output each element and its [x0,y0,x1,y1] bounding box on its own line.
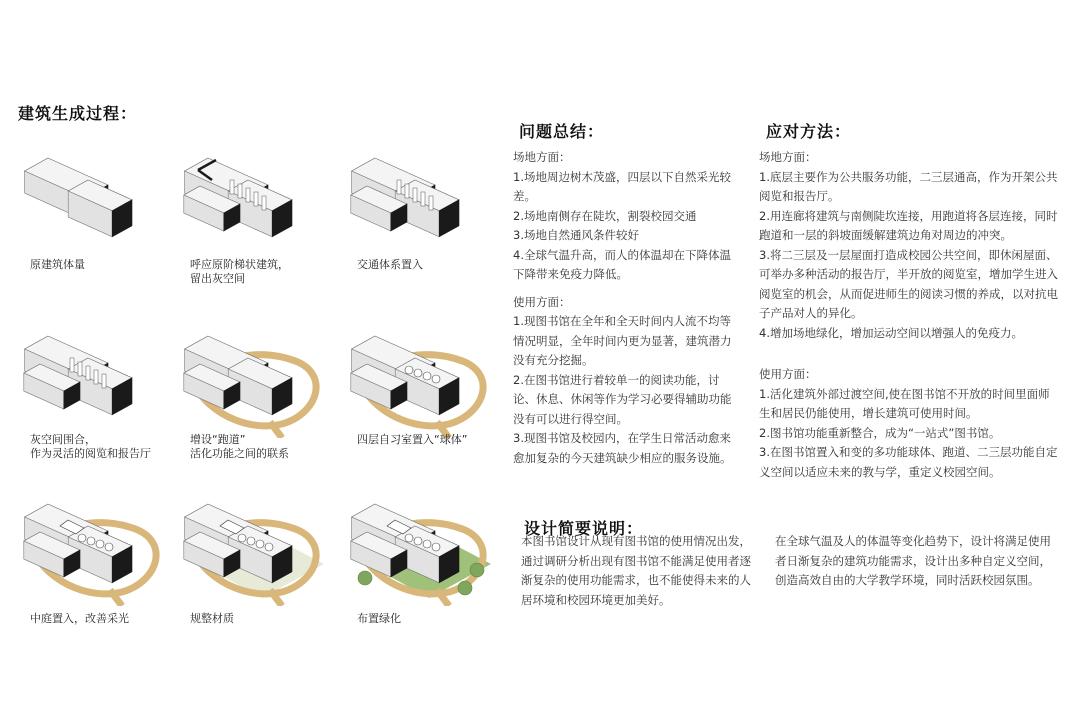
step-diagram-material [178,486,328,606]
stair-slot [254,192,258,206]
study-sphere [432,375,440,383]
methods-use-heading: 使用方面： [759,367,817,381]
step-diagram-base [18,140,168,260]
problems-use-item: 3.现图书馆及校园内，在学生日常活动愈来愈加复杂的今天建筑缺少相应的服务设施。 [513,431,732,465]
design-col1-text: 本图书馆设计从现有图书馆的使用情况出发，通过调研分析出现有图书馆不能满足使用者逐渐复杂的使用功能需求，也不能使得未来的人居环境和校园环境更加美好。 [521,534,751,607]
stair-slot [421,192,425,206]
study-sphere [414,369,422,377]
study-sphere [405,534,413,542]
step-caption-line: 原建筑体量 [30,258,85,271]
problems-site-item: 3.场地自然通风条件较好 [513,228,639,242]
step-diagram-enclose [18,318,168,438]
step-caption-line: 作为灵活的阅览和报告厅 [30,447,151,460]
methods-text [759,148,1061,482]
tree-icon [358,571,372,585]
step-caption [357,258,423,272]
study-sphere [96,540,104,548]
problems-site-item: 2.场地南侧存在陡坎，割裂校园交通 [513,208,697,223]
tree-icon [458,581,472,595]
stair-slot [238,184,242,198]
tree-icon [470,563,484,577]
study-sphere [432,543,440,551]
study-sphere [238,534,246,542]
step-caption [190,612,234,626]
step-caption-line: 呼应原阶梯状建筑， [190,258,289,271]
step-diagram-track [178,318,328,438]
step-caption-line: 中庭置入，改善采光 [30,612,129,625]
section-title-generation: 建筑生成过程： [18,104,138,123]
step-diagram-atrium [18,486,168,606]
study-sphere [405,366,413,374]
methods-site-item: 4.增加场地绿化，增加运动空间以增强人的免疫力。 [759,325,1023,340]
methods-site-item: 2.用连廊将建筑与南侧陡坎连接，用跑道将各层连接，同时跑道和一层的斜坡面缓解建筑边角对周边的冲突。 [759,208,1058,242]
study-sphere [423,540,431,548]
problems-title: 问题总结： [519,122,605,141]
step-caption-line: 规整材质 [190,612,234,625]
step-caption-line: 留出灰空间 [190,272,245,285]
problems-text [513,148,735,468]
problems-use-item: 2.在图书馆进行着较单一的阅读功能，讨论、休息、休闲等作为学习必要得辅助功能没有可以进行得空间。 [513,372,732,426]
step-caption-line: 四层自习室置入“球体” [357,433,468,446]
methods-site-item: 3.将二三层及一层屋面打造成校园公共空间，即休闲屋面、可举办多种活动的报告厅，半开放的阅览室，增加学生进入阅览室的机会，从而促进师生的阅读习惯的养成，以对抗电子产品对人的异化。 [759,247,1058,320]
step-caption [357,612,401,626]
study-sphere [87,537,95,545]
step-diagram-sphere [345,318,495,438]
stair-slot [397,180,401,194]
design-col1 [521,532,761,610]
problems-site-item: 4.全球气温升高，而人的体温却在下降体温下降带来免疫力降低。 [513,247,731,281]
methods-site-item: 1.底层主要作为公共服务功能，二三层通高，作为开架公共阅览和报告厅。 [759,169,1058,203]
stair-slot [230,180,234,194]
problems-site-heading: 场地方面： [513,150,571,164]
step-caption [30,433,151,461]
design-col2-text: 在全球气温及人的体温等变化趋势下，设计将满足使用者日渐复杂的建筑功能需求，设计出多种自定义空间，创造高效自由的大学教学环境，同时活跃校园氛围。 [775,534,1051,587]
methods-site-heading: 场地方面： [759,150,817,164]
step-caption-line: 交通体系置入 [357,258,423,271]
step-caption [190,433,289,461]
step-diagram-traffic [345,140,495,260]
methods-use-item: 3.在图书馆置入和变的多功能球体、跑道、二三层功能自定义空间以适应未来的教与学，重定义校园空间。 [759,445,1058,479]
step-caption [30,258,85,272]
step-caption [190,258,289,286]
step-caption-line: 活化功能之间的联系 [190,447,289,460]
study-sphere [414,537,422,545]
design-title: 设计简要说明： [524,519,644,538]
methods-title: 应对方法： [766,122,852,141]
stair-slot [102,374,106,388]
design-col2 [775,532,1057,591]
step-diagram-stair [178,140,328,260]
stair-slot [70,358,74,372]
stair-slot [78,362,82,376]
stair-slot [413,188,417,202]
problems-use-item: 1.现图书馆在全年和全天时间内人流不均等情况明显，全年时间内更为显著，建筑潜力没有充分挖掘。 [513,314,732,367]
stair-slot [405,184,409,198]
stair-slot [429,196,433,210]
stair-slot [246,188,250,202]
step-caption-line: 灰空间围合， [30,433,96,446]
problems-use-heading: 使用方面： [513,294,571,309]
study-sphere [256,540,264,548]
stair-slot [94,370,98,384]
stair-slot [262,196,266,210]
study-sphere [423,372,431,380]
problems-site-item: 1.场地周边树木茂盛，四层以下自然采光较差。 [513,169,731,203]
study-sphere [247,537,255,545]
study-sphere [78,534,86,542]
step-caption-line: 布置绿化 [357,612,401,625]
study-sphere [265,543,273,551]
stair-slot [86,366,90,380]
step-caption [357,433,467,447]
methods-use-item: 2.图书馆功能重新整合，成为“一站式”图书馆。 [759,425,1001,440]
methods-use-item: 1.活化建筑外部过渡空间,使在图书馆不开放的时间里面师生和居民仍能使用，增长建筑可使用时间。 [759,386,1050,420]
study-sphere [105,543,113,551]
step-caption-line: 增设“跑道” [190,433,246,446]
step-caption [30,612,129,626]
step-diagram-green [345,486,495,606]
